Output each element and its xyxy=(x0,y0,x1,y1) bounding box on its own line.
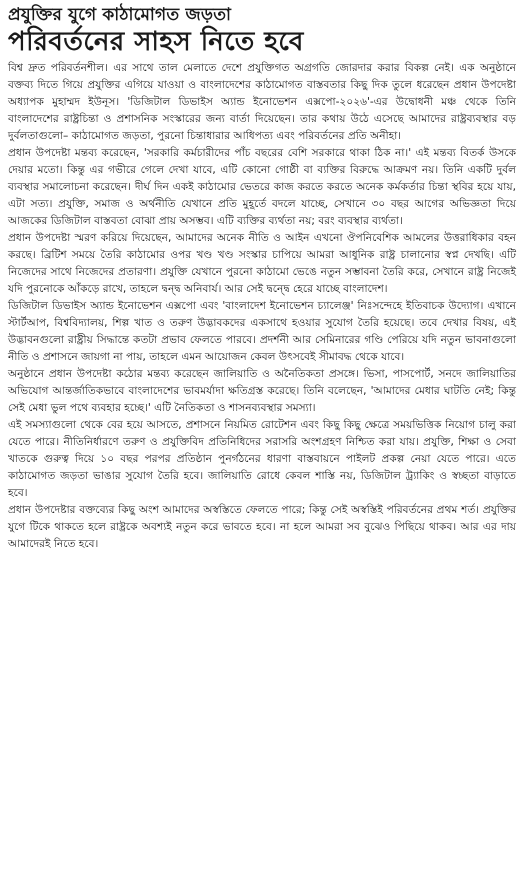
article-paragraph: ডিজিটাল ডিভাইস অ্যান্ড ইনোভেশন এক্সপো এবং 'বাংলাদেশ ইনোভেশন চ্যালেঞ্জ' নিঃসন্দেহে ইতিবাচক উদ্যোগ। এখানে স্টার্টআপ, বিশ্ববিদ্যালয়, শিল্প খাত ও তরুণ উদ্ভাবকদের একসাথে হওয়ার সুযোগ তৈরি হয়েছে। তবে দেখার বিষয়, এই উদ্ভাবনগুলো রাষ্ট্রীয় সিদ্ধান্তে কতটা প্রভাব ফেলতে পারবে। প্রদর্শনী আর সেমিনারের গণ্ডি পেরিয়ে যদি নতুন ভাবনাগুলো নীতি ও প্রশাসনে জায়গা না পায়, তাহলে এমন আয়োজন কেবল উৎসবেই সীমাবদ্ধ থেকে যাবে। xyxy=(8,300,516,363)
article-paragraph: এই সমস্যাগুলো থেকে বের হয়ে আসতে, প্রশাসনে নিয়মিত রোটেশন এবং কিছু কিছু ক্ষেত্রে সময়ভিত্তিক নিয়োগ চালু করা যেতে পারে। নীতিনির্ধারণে তরুণ ও প্রযুক্তিবিদ প্রতিনিধিদের সরাসরি অংশগ্রহণ নিশ্চিত করা যায়। প্রযুক্তি, শিক্ষা ও সেবা খাতকে গুরুত্ব দিয়ে ১০ বছর পরপর প্রতিষ্ঠান পুনর্গঠনের ধারণা বাস্তবায়নে পাইলট প্রকল্প নেয়া যেতে পারে। এতে কাঠামোগত জড়তা ভাঙার সুযোগ তৈরি হবে। জালিয়াতি রোধে কেবল শাস্তি নয়, ডিজিটাল ট্র্যাকিং ও স্বচ্ছতা বাড়াতে হবে। xyxy=(8,419,516,499)
article-paragraph: বিশ্ব দ্রুত পরিবর্তনশীল। এর সাথে তাল মেলাতে দেশে প্রযুক্তিগত অগ্রগতি জোরদার করার বিকল্প নেই। এক অনুষ্ঠানে বক্তব্য দিতে গিয়ে প্রযুক্তির এগিয়ে যাওয়া ও বাংলাদেশের কাঠামোগত বাস্তবতার কিছু দিক তুলে ধরেছেন প্রধান উপদেষ্টা অধ্যাপক মুহাম্মদ ইউনূস। 'ডিজিটাল ডিভাইস অ্যান্ড ইনোভেশন এক্সপো-২০২৬'-এর উদ্বোধনী মঞ্চ থেকে তিনি বাংলাদেশের রাষ্ট্রচিন্তা ও প্রশাসনিক সংস্কারের জন্য বার্তা দিয়েছেন। তার কথায় উঠে এসেছে আমাদের রাষ্ট্রব্যবস্থার বড় দুর্বলতাগুলো– কাঠামোগত জড়তা, পুরনো চিন্তাধারার আধিপত্য এবং পরিবর্তনের প্রতি অনীহা। xyxy=(8,62,516,142)
article-headline: পরিবর্তনের সাহস নিতে হবে xyxy=(8,27,304,57)
article-kicker: প্রযুক্তির যুগে কাঠামোগত জড়তা xyxy=(8,5,232,25)
article-paragraph: প্রধান উপদেষ্টা স্মরণ করিয়ে দিয়েছেন, আমাদের অনেক নীতি ও আইন এখনো ঔপনিবেশিক আমলের উত্তরাধিকার বহন করছে। ব্রিটিশ সময়ে তৈরি কাঠামোর ওপর খণ্ড খণ্ড সংস্কার চাপিয়ে আমরা আধুনিক রাষ্ট্র চালানোর স্বপ্ন দেখছি। এটি নিজেদের সাথে নিজেদের প্রতারণা। প্রযুক্তি যেখানে পুরনো কাঠামো ভেঙে নতুন সম্ভাবনা তৈরি করে, সেখানে রাষ্ট্র নিজেই যদি পুরনোকে আঁকড়ে রাখে, তাহলে দ্বন্দ্ব অনিবার্য। আর সেই দ্বন্দ্বে হেরে যাচ্ছে বাংলাদেশ। xyxy=(8,232,516,295)
article-paragraph: প্রধান উপদেষ্টা মন্তব্য করেছেন, 'সরকারি কর্মচারীদের পাঁচ বছরের বেশি সরকারে থাকা ঠিক না।' এই মন্তব্য বিতর্ক উসকে দেয়ার মতো। কিন্তু এর গভীরে গেলে দেখা যাবে, এটি কোনো গোষ্ঠী বা ব্যক্তির বিরুদ্ধে আক্রমণ নয়। তিনি একটি দুর্বল ব্যবস্থার সমালোচনা করেছেন। দীর্ঘ দিন একই কাঠামোর ভেতরে কাজ করতে করতে অনেক কর্মকর্তার চিন্তা স্থবির হয়ে যায়, এটা সত্য। প্রযুক্তি, সমাজ ও অর্থনীতি যেখানে প্রতি মুহূর্তে বদলে যাচ্ছে, সেখানে ৩০ বছর আগের অভিজ্ঞতা দিয়ে আজকের ডিজিটাল বাস্তবতা বোঝা প্রায় অসম্ভব। এটি ব্যক্তির ব্যর্থতা নয়; বরং ব্যবস্থার ব্যর্থতা। xyxy=(8,147,516,227)
article-paragraph: প্রধান উপদেষ্টার বক্তব্যের কিছু অংশ আমাদের অস্বস্তিতে ফেলতে পারে; কিন্তু সেই অস্বস্তিই পরিবর্তনের প্রথম শর্ত। প্রযুক্তির যুগে টিকে থাকতে হলে রাষ্ট্রকে অবশ্যই নতুন করে ভাবতে হবে। না হলে আমরা সব বুঝেও পিছিয়ে থাকব। আর এর দায় আমাদেরই নিতে হবে। xyxy=(8,504,516,550)
article-body xyxy=(8,60,516,553)
article-paragraph: অনুষ্ঠানে প্রধান উপদেষ্টা কঠোর মন্তব্য করেছেন জালিয়াতি ও অনৈতিকতা প্রসঙ্গে। ভিসা, পাসপোর্ট, সনদে জালিয়াতির অভিযোগ আন্তর্জাতিকভাবে বাংলাদেশের ভাবমর্যাদা ক্ষতিগ্রস্ত করেছে। তিনি বলেছেন, 'আমাদের মেধার ঘাটতি নেই; কিন্তু সেই মেধা ভুল পথে ব্যবহার হচ্ছে।' এটি নৈতিকতা ও শাসনব্যবস্থার সমস্যা। xyxy=(8,368,516,414)
